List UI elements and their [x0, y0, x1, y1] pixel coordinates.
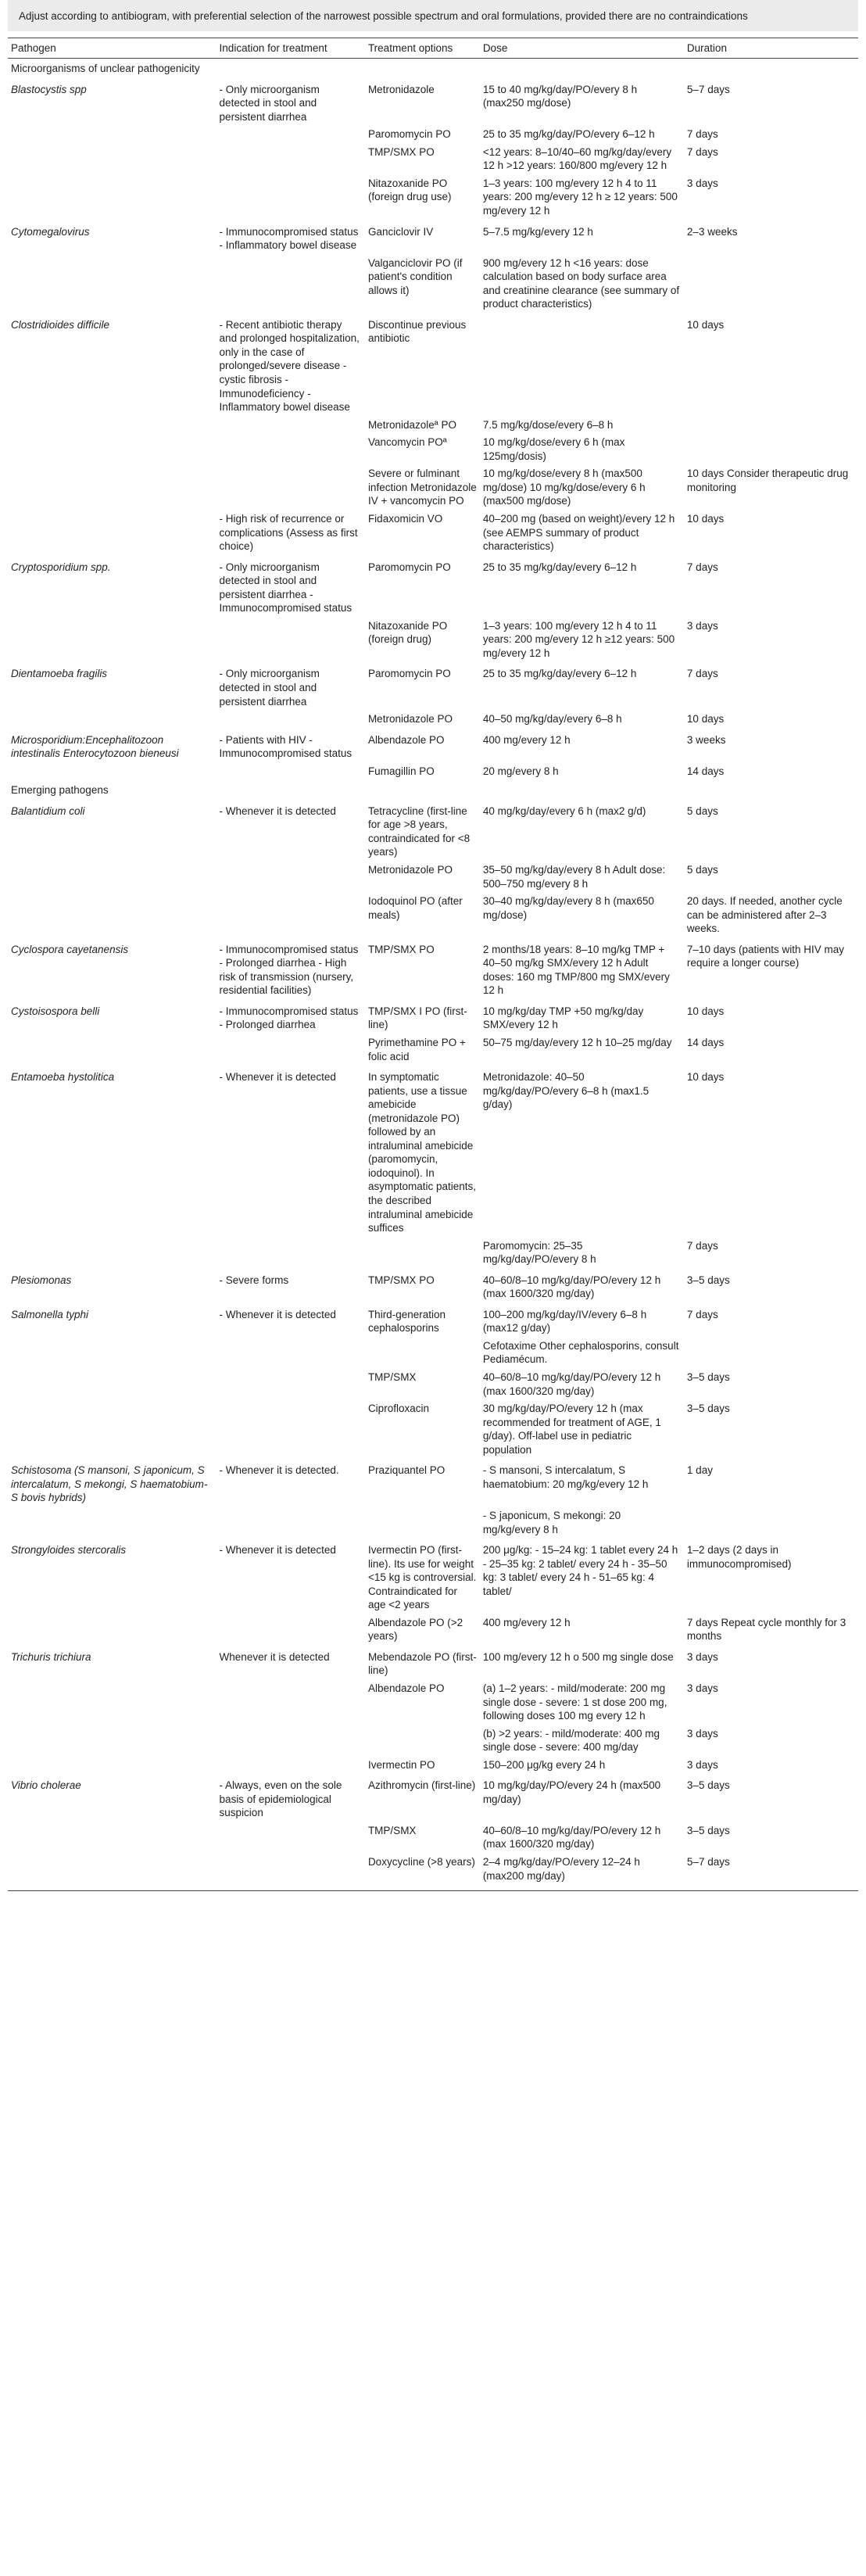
cell-treatment: TMP/SMX PO — [367, 1274, 435, 1286]
table-row — [8, 78, 858, 127]
table-row — [8, 1000, 858, 1034]
cell-treatment: Albendazole PO — [367, 1682, 445, 1694]
cell-duration: 7 days — [686, 128, 718, 141]
cell-treatment: Doxycycline (>8 years) — [365, 1854, 480, 1891]
cell-pathogen — [8, 1507, 216, 1539]
cell-treatment: Nitazoxanide PO (foreign drug) — [367, 619, 448, 646]
cell-dose: 1–3 years: 100 mg/every 12 h 4 to 11 years: 200 mg/every 12 h ≥ 12 years: 500 mg/every 12 h — [482, 177, 678, 217]
table-row — [8, 1757, 858, 1775]
cell-pathogen — [8, 175, 216, 220]
cell-dose: 1–3 years: 100 mg/every 12 h 4 to 11 years: 200 mg/every 12 h ≥12 years: 500 mg/every 12 h — [482, 619, 675, 659]
cell-treatment: Metronidazole — [367, 83, 435, 95]
cell-treatment: TMP/SMX — [367, 1824, 417, 1836]
cell-dose: 7.5 mg/kg/dose/every 6–8 h — [482, 418, 614, 431]
table-row — [8, 711, 858, 729]
cell-treatment — [365, 1507, 480, 1539]
table-body — [8, 59, 858, 1891]
cell-duration: 3–5 days — [686, 1371, 730, 1384]
cell-duration: 7–10 days (patients with HIV may require a longer course) — [686, 943, 845, 969]
cell-duration: 3 weeks — [686, 733, 726, 746]
cell-pathogen: Cystoisospora belli — [11, 1005, 100, 1017]
cell-dose: 10 mg/kg/day TMP +50 mg/kg/day SMX/every 12 h — [482, 1005, 644, 1031]
table-row — [8, 313, 858, 417]
cell-indication — [216, 1614, 365, 1646]
cell-duration: 10 days — [686, 318, 725, 331]
cell-duration: 3–5 days — [686, 1403, 730, 1415]
cell-duration: 10 days — [686, 1005, 725, 1017]
cell-duration: 1–2 days (2 days in immunocompromised) — [686, 1544, 792, 1570]
cell-duration: 3 days — [686, 1758, 718, 1771]
cell-treatment: Paromomycin PO — [367, 128, 451, 141]
cell-pathogen — [8, 255, 216, 313]
table-row — [8, 126, 858, 144]
cell-treatment: Metronidazoleª PO — [367, 418, 456, 431]
table-row — [8, 1774, 858, 1822]
cell-pathogen — [8, 1034, 216, 1066]
cell-dose: 150–200 μg/kg every 24 h — [482, 1758, 606, 1771]
cell-indication: - Immunocompromised status - Prolonged diarrhea — [219, 1005, 359, 1031]
cell-treatment: TMP/SMX I PO (first-line) — [367, 1005, 467, 1031]
cell-duration: 14 days — [686, 765, 725, 777]
cell-dose: 100–200 mg/kg/day/IV/every 6–8 h (max12 g/day) — [482, 1308, 647, 1335]
cell-pathogen: Microsporidium:Encephalitozoon intestinalis Enterocytozoon bieneusi — [11, 733, 179, 760]
cell-dose: 25 to 35 mg/kg/day/every 6–12 h — [482, 668, 637, 680]
cell-dose: 30 mg/kg/day/PO/every 12 h (max recommended for treatment of AGE, 1 g/day). Off-label use in pediatric population — [482, 1403, 661, 1456]
header-pathogen: Pathogen — [8, 38, 216, 59]
header-treatment: Treatment options — [365, 38, 480, 59]
cell-duration: 3 days — [686, 1682, 718, 1694]
cell-dose: 10 mg/kg/dose/every 8 h (max500 mg/dose) 10 mg/kg/dose/every 6 h (max500 mg/dose) — [482, 468, 646, 507]
cell-treatment: Ivermectin PO — [367, 1758, 435, 1771]
cell-dose: 2–4 mg/kg/day/PO/every 12–24 h (max200 mg/day) — [480, 1854, 684, 1891]
cell-treatment: Pyrimethamine PO + folic acid — [367, 1037, 466, 1062]
cell-pathogen: Cytomegalovirus — [11, 225, 90, 238]
cell-duration: 7 days Repeat cycle monthly for 3 months — [686, 1616, 846, 1643]
cell-indication — [216, 1854, 365, 1891]
cell-pathogen — [8, 862, 216, 893]
cell-pathogen: Strongyloides stercoralis — [11, 1544, 127, 1557]
cell-treatment: Metronidazole PO — [367, 713, 453, 726]
cell-duration: 7 days — [686, 668, 718, 680]
cell-treatment: TMP/SMX PO — [367, 943, 435, 955]
cell-dose: 35–50 mg/kg/day/every 8 h Adult dose: 500–750 mg/every 8 h — [482, 863, 666, 890]
cell-dose: 100 mg/every 12 h o 500 mg single dose — [482, 1650, 674, 1663]
cell-duration: 5–7 days — [684, 1854, 858, 1891]
cell-treatment: Tetracycline (first-line for age >8 years, contraindicated for <8 years) — [367, 804, 471, 858]
cell-indication: - Only microorganism detected in stool and persistent diarrhea — [219, 668, 320, 708]
table-row — [8, 862, 858, 893]
table-row — [8, 1269, 858, 1303]
cell-pathogen — [8, 1369, 216, 1400]
cell-treatment — [365, 1338, 480, 1369]
cell-treatment: In symptomatic patients, use a tissue amebicide (metronidazole PO) followed by an intraluminal amebicide (paromomycin, iodoquinol). In asymptomatic patients, the described intraluminal amebicide suffices — [367, 1071, 476, 1234]
table-row — [8, 1725, 858, 1757]
cell-indication — [216, 175, 365, 220]
cell-duration: 10 days Consider therapeutic drug monitoring — [686, 468, 849, 493]
cell-duration — [684, 255, 858, 313]
cell-duration: 14 days — [686, 1037, 725, 1048]
table-row — [8, 938, 858, 1000]
cell-pathogen: Balantidium coli — [11, 804, 85, 817]
cell-treatment: Fidaxomicin VO — [367, 512, 443, 525]
cell-pathogen: Plesiomonas — [11, 1274, 72, 1286]
cell-pathogen: Entamoeba hystolitica — [11, 1071, 115, 1084]
table-row — [8, 1680, 858, 1725]
table-row — [8, 511, 858, 556]
cell-indication — [216, 1369, 365, 1400]
cell-dose: Cefotaxime Other cephalosporins, consult Pediamécum. — [482, 1339, 679, 1366]
cell-pathogen: Blastocystis spp — [11, 83, 87, 95]
cell-treatment: Severe or fulminant infection Metronidazole IV + vancomycin PO — [367, 468, 477, 507]
cell-treatment: TMP/SMX — [367, 1371, 417, 1384]
cell-indication — [216, 1338, 365, 1369]
cell-indication — [216, 618, 365, 663]
cell-duration: 7 days — [686, 1239, 718, 1252]
table-row — [8, 1854, 858, 1891]
table-row — [8, 618, 858, 663]
cell-treatment: Ivermectin PO (first-line). Its use for weight <15 kg is controversial. Contraindicated for age <2 years — [367, 1544, 477, 1611]
cell-pathogen — [8, 417, 216, 435]
cell-indication — [216, 126, 365, 144]
cell-treatment: Albendazole PO — [367, 733, 445, 746]
table-row — [8, 175, 858, 220]
cell-indication: - Whenever it is detected — [219, 1544, 336, 1557]
cell-treatment: Ganciclovir IV — [367, 225, 434, 238]
cell-duration: 10 days — [686, 512, 725, 525]
cell-indication: Whenever it is detected — [219, 1650, 330, 1663]
cell-dose: 40 mg/kg/day/every 6 h (max2 g/d) — [482, 804, 646, 817]
cell-dose: 40–200 mg (based on weight)/every 12 h (see AEMPS summary of product characteristics) — [482, 512, 675, 553]
cell-duration — [684, 1338, 858, 1369]
cell-duration: 5–7 days — [686, 83, 730, 95]
cell-dose: 10 mg/kg/dose/every 6 h (max 125mg/dosis) — [482, 436, 625, 462]
table-caption: Adjust according to antibiogram, with preferential selection of the narrowest possible spectrum and oral formulations, provided there are no contraindications — [8, 0, 858, 31]
cell-indication: - Patients with HIV - Immunocompromised status — [219, 733, 352, 760]
cell-pathogen — [8, 511, 216, 556]
cell-pathogen — [8, 1757, 216, 1775]
cell-indication: - Recent antibiotic therapy and prolonged hospitalization, only in the case of prolonged/severe disease - cystic fibrosis - Immunodeficiency - Inflammatory bowel disease — [219, 318, 360, 414]
cell-dose: Metronidazole: 40–50 mg/kg/day/PO/every 6–8 h (max1.5 g/day) — [482, 1071, 650, 1111]
cell-duration — [684, 434, 858, 465]
cell-dose: 15 to 40 mg/kg/day/PO/every 8 h (max250 mg/dose) — [482, 83, 638, 109]
cell-duration: 1 day — [686, 1464, 713, 1477]
cell-pathogen: Clostridioides difficile — [11, 318, 110, 331]
cell-duration: 3–5 days — [686, 1779, 730, 1792]
header-dose: Dose — [480, 38, 684, 59]
cell-indication: - High risk of recurrence or complications (Assess as first choice) — [219, 512, 358, 553]
cell-dose: 40–60/8–10 mg/kg/day/PO/every 12 h (max 1600/320 mg/day) — [482, 1824, 661, 1850]
cell-pathogen — [8, 1400, 216, 1459]
cell-pathogen — [8, 1238, 216, 1269]
cell-dose: - S japonicum, S mekongi: 20 mg/kg/every 8 h — [482, 1509, 621, 1535]
cell-dose: 40–60/8–10 mg/kg/day/PO/every 12 h (max 1600/320 mg/day) — [482, 1274, 661, 1300]
cell-pathogen: Salmonella typhi — [11, 1308, 89, 1320]
cell-dose: <12 years: 8–10/40–60 mg/kg/day/every 12 h >12 years: 160/800 mg/every 12 h — [482, 145, 672, 172]
cell-duration: 7 days — [686, 561, 718, 573]
cell-pathogen — [8, 1614, 216, 1646]
cell-dose: 25 to 35 mg/kg/day/every 6–12 h — [482, 561, 637, 573]
cell-duration: 5 days — [686, 863, 718, 876]
cell-treatment: Paromomycin PO — [367, 668, 451, 680]
cell-indication: - Immunocompromised status - Inflammatory bowel disease — [219, 225, 359, 252]
cell-dose: 30–40 mg/kg/day/every 8 h (max650 mg/dose) — [482, 895, 654, 921]
cell-indication: - Whenever it is detected — [219, 804, 336, 817]
cell-pathogen — [8, 1725, 216, 1757]
cell-treatment: Ciprofloxacin — [367, 1403, 429, 1415]
table-row — [8, 1539, 858, 1614]
cell-pathogen — [8, 434, 216, 465]
cell-indication: - Always, even on the sole basis of epidemiological suspicion — [219, 1779, 342, 1819]
cell-treatment: Metronidazole PO — [367, 863, 453, 876]
cell-pathogen — [8, 126, 216, 144]
cell-indication — [216, 434, 365, 465]
table-row — [8, 763, 858, 781]
cell-dose: (a) 1–2 years: - mild/moderate: 200 mg single dose - severe: 1 st dose 200 mg, following doses 100 mg every 12 h — [482, 1682, 667, 1722]
cell-dose: 200 μg/kg: - 15–24 kg: 1 tablet every 24 h - 25–35 kg: 2 tablet/ every 24 h - 35–50 kg: 3 tablet/ every 24 h - 51–65 kg: 4 tablet/ — [482, 1544, 678, 1597]
table-header-row — [8, 38, 858, 59]
cell-indication: - Whenever it is detected — [219, 1308, 336, 1320]
cell-pathogen — [8, 1822, 216, 1854]
cell-pathogen: Vibrio cholerae — [11, 1779, 81, 1792]
section-row — [8, 780, 858, 800]
cell-treatment: Azithromycin (first-line) — [367, 1779, 476, 1792]
table-row — [8, 434, 858, 465]
cell-dose: (b) >2 years: - mild/moderate: 400 mg single dose - severe: 400 mg/day — [482, 1727, 660, 1754]
cell-treatment: Valganciclovir PO (if patient's condition allows it) — [367, 256, 463, 296]
cell-indication — [216, 417, 365, 435]
cell-indication: - Whenever it is detected. — [219, 1464, 339, 1477]
cell-dose — [480, 313, 684, 417]
cell-indication — [216, 862, 365, 893]
cell-dose: 25 to 35 mg/kg/day/PO/every 6–12 h — [482, 128, 655, 141]
table-row — [8, 1066, 858, 1238]
cell-duration: 7 days — [686, 145, 718, 158]
table-row — [8, 144, 858, 175]
cell-pathogen — [8, 465, 216, 511]
header-duration: Duration — [684, 38, 858, 59]
cell-indication — [216, 711, 365, 729]
cell-dose: 10 mg/kg/day/PO/every 24 h (max500 mg/day) — [482, 1779, 661, 1805]
cell-indication: - Immunocompromised status - Prolonged diarrhea - High risk of transmission (nursery, residential facilities) — [219, 943, 359, 997]
cell-treatment: Fumagillin PO — [367, 765, 435, 777]
cell-pathogen: Dientamoeba fragilis — [11, 668, 108, 680]
cell-pathogen — [8, 711, 216, 729]
cell-dose: 400 mg/every 12 h — [482, 733, 571, 746]
cell-duration — [684, 417, 858, 435]
cell-indication — [216, 465, 365, 511]
cell-indication — [216, 1034, 365, 1066]
table-row — [8, 662, 858, 711]
cell-indication — [216, 893, 365, 938]
cell-duration: 2–3 weeks — [686, 225, 738, 238]
cell-dose: 400 mg/every 12 h — [482, 1616, 571, 1628]
cell-dose: 40–50 mg/kg/day/every 6–8 h — [482, 713, 622, 726]
cell-treatment: Nitazoxanide PO (foreign drug use) — [367, 177, 452, 203]
cell-duration: 10 days — [686, 1071, 725, 1084]
cell-indication: - Whenever it is detected — [219, 1071, 336, 1084]
cell-treatment: Vancomycin POª — [367, 436, 447, 449]
cell-indication — [216, 1507, 365, 1539]
table-row — [8, 1338, 858, 1369]
table-row — [8, 1459, 858, 1507]
cell-pathogen — [8, 618, 216, 663]
table-row — [8, 1614, 858, 1646]
table-row — [8, 1238, 858, 1269]
cell-treatment — [365, 1238, 480, 1269]
table-row — [8, 1369, 858, 1400]
cell-dose: - S mansoni, S intercalatum, S haematobium: 20 mg/kg/every 12 h — [482, 1464, 649, 1490]
cell-pathogen — [8, 763, 216, 781]
cell-treatment: Albendazole PO (>2 years) — [367, 1616, 463, 1643]
cell-indication — [216, 1238, 365, 1269]
cell-duration: 5 days — [686, 804, 718, 817]
section-label: Microorganisms of unclear pathogenicity — [11, 63, 200, 75]
table-row — [8, 729, 858, 763]
cell-dose: Paromomycin: 25–35 mg/kg/day/PO/every 8 h — [482, 1239, 596, 1266]
cell-duration: 10 days — [686, 713, 725, 726]
cell-indication — [216, 144, 365, 175]
table-row — [8, 893, 858, 938]
cell-duration: 7 days — [686, 1308, 718, 1320]
cell-dose: 5–7.5 mg/kg/every 12 h — [482, 225, 593, 238]
cell-indication: - Only microorganism detected in stool and persistent diarrhea - Immunocompromised status — [219, 561, 352, 614]
cell-pathogen — [8, 1338, 216, 1369]
table-row — [8, 417, 858, 435]
section-label: Emerging pathogens — [11, 784, 109, 797]
cell-treatment: Discontinue previous antibiotic — [367, 318, 467, 345]
table-row — [8, 556, 858, 618]
cell-pathogen — [8, 1680, 216, 1725]
table-row — [8, 220, 858, 255]
cell-duration: 3 days — [686, 1650, 718, 1663]
table-row — [8, 255, 858, 313]
cell-treatment: TMP/SMX PO — [367, 145, 435, 158]
table-row — [8, 1034, 858, 1066]
cell-indication — [216, 763, 365, 781]
cell-treatment — [365, 1725, 480, 1757]
cell-duration — [684, 1507, 858, 1539]
table-row — [8, 1822, 858, 1854]
table-row — [8, 1646, 858, 1680]
header-indication: Indication for treatment — [216, 38, 365, 59]
cell-dose: 20 mg/every 8 h — [482, 765, 559, 777]
cell-treatment: Paromomycin PO — [367, 561, 451, 573]
cell-duration: 3–5 days — [686, 1824, 730, 1836]
cell-treatment: Third-generation cephalosporins — [367, 1308, 446, 1335]
cell-indication — [216, 255, 365, 313]
table-row — [8, 1303, 858, 1338]
table-row — [8, 1400, 858, 1459]
cell-dose: 2 months/18 years: 8–10 mg/kg TMP + 40–50 mg/kg SMX/every 12 h Adult doses: 160 mg TMP/800 mg SMX/every 12 h — [482, 943, 670, 997]
table-row — [8, 800, 858, 862]
cell-pathogen — [8, 893, 216, 938]
cell-pathogen — [8, 1854, 216, 1891]
cell-indication — [216, 1400, 365, 1459]
cell-duration: 3–5 days — [686, 1274, 730, 1286]
cell-indication — [216, 1680, 365, 1725]
cell-indication — [216, 1725, 365, 1757]
cell-duration: 20 days. If needed, another cycle can be administered after 2–3 weeks. — [686, 895, 843, 935]
cell-treatment: Iodoquinol PO (after meals) — [367, 895, 463, 921]
section-row — [8, 59, 858, 78]
cell-treatment: Praziquantel PO — [367, 1464, 446, 1477]
cell-treatment: Mebendazole PO (first-line) — [367, 1650, 477, 1677]
cell-duration: 3 days — [686, 1727, 718, 1739]
cell-duration: 3 days — [686, 619, 718, 632]
cell-pathogen: Schistosoma (S mansoni, S japonicum, S intercalatum, S mekongi, S haematobium-S bovis hybrids) — [11, 1464, 208, 1504]
cell-indication: - Severe forms — [219, 1274, 289, 1286]
cell-pathogen: Cryptosporidium spp. — [11, 561, 111, 573]
cell-dose: 50–75 mg/day/every 12 h 10–25 mg/day — [482, 1037, 672, 1048]
cell-indication — [216, 1822, 365, 1854]
cell-duration: 3 days — [686, 177, 718, 189]
table-row — [8, 1507, 858, 1539]
cell-pathogen: Cyclospora cayetanensis — [11, 943, 129, 955]
cell-indication: - Only microorganism detected in stool and persistent diarrhea — [219, 83, 320, 123]
cell-dose: 900 mg/every 12 h <16 years: dose calculation based on body surface area and creatinine clearance (see summary of product characteristics) — [482, 256, 680, 310]
cell-dose: 40–60/8–10 mg/kg/day/PO/every 12 h (max 1600/320 mg/day) — [482, 1371, 661, 1397]
cell-pathogen: Trichuris trichiura — [11, 1650, 91, 1663]
cell-pathogen — [8, 144, 216, 175]
cell-indication — [216, 1757, 365, 1775]
table-row — [8, 465, 858, 511]
treatment-table — [8, 38, 858, 1892]
